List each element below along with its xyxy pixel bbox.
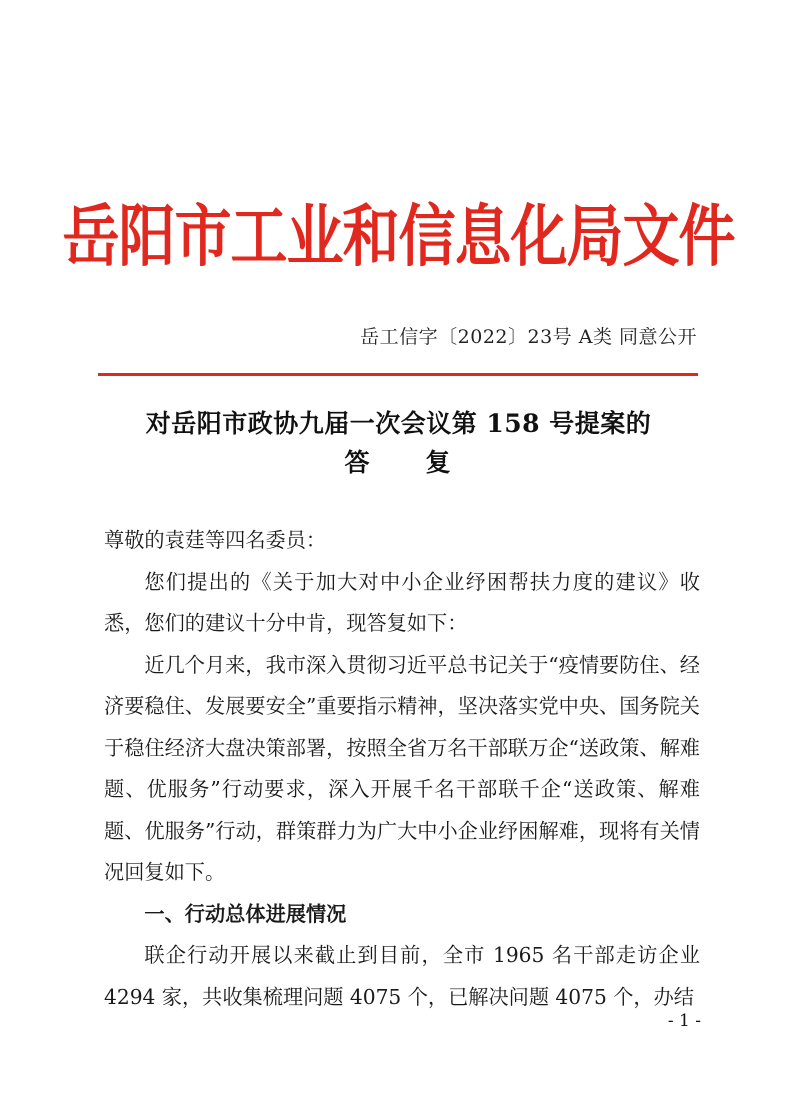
- page-number: - 1 -: [667, 1011, 701, 1031]
- document-number: 岳工信字〔2022〕23号 A类 同意公开: [360, 326, 697, 348]
- document-title-line-2: 答 复: [344, 448, 453, 477]
- paragraph-3: 联企行动开展以来截止到目前，全市 1965 名干部走访企业 4294 家，共收集梳理问题 4075 个，已解决问题 4075 个，办结: [104, 943, 700, 1009]
- document-body: [104, 520, 700, 1018]
- paragraph-1: 您们提出的《关于加大对中小企业纾困帮扶力度的建议》收悉，您们的建议十分中肯，现答复如下：: [104, 569, 700, 635]
- masthead-title: 岳阳市工业和信息化局文件: [62, 198, 735, 277]
- red-divider-line: [98, 373, 698, 376]
- document-title-line-1: 对岳阳市政协九届一次会议第 158 号提案的: [145, 409, 652, 438]
- salutation: 尊敬的袁莛等四名委员：: [104, 528, 327, 552]
- paragraph-2: 近几个月来，我市深入贯彻习近平总书记关于“疫情要防住、经济要稳住、发展要安全”重要指示精神，坚决落实党中央、国务院关于稳住经济大盘决策部署，按照全省万名干部联万企“送政策、解难题、优服务”行动要求，深入开展千名干部联千企“送政策、解难题、优服务”行动，群策群力为广大中小企业纾困解难，现将有关情况回复如下。: [104, 652, 700, 884]
- section-heading-1: 一、行动总体进展情况: [144, 901, 347, 926]
